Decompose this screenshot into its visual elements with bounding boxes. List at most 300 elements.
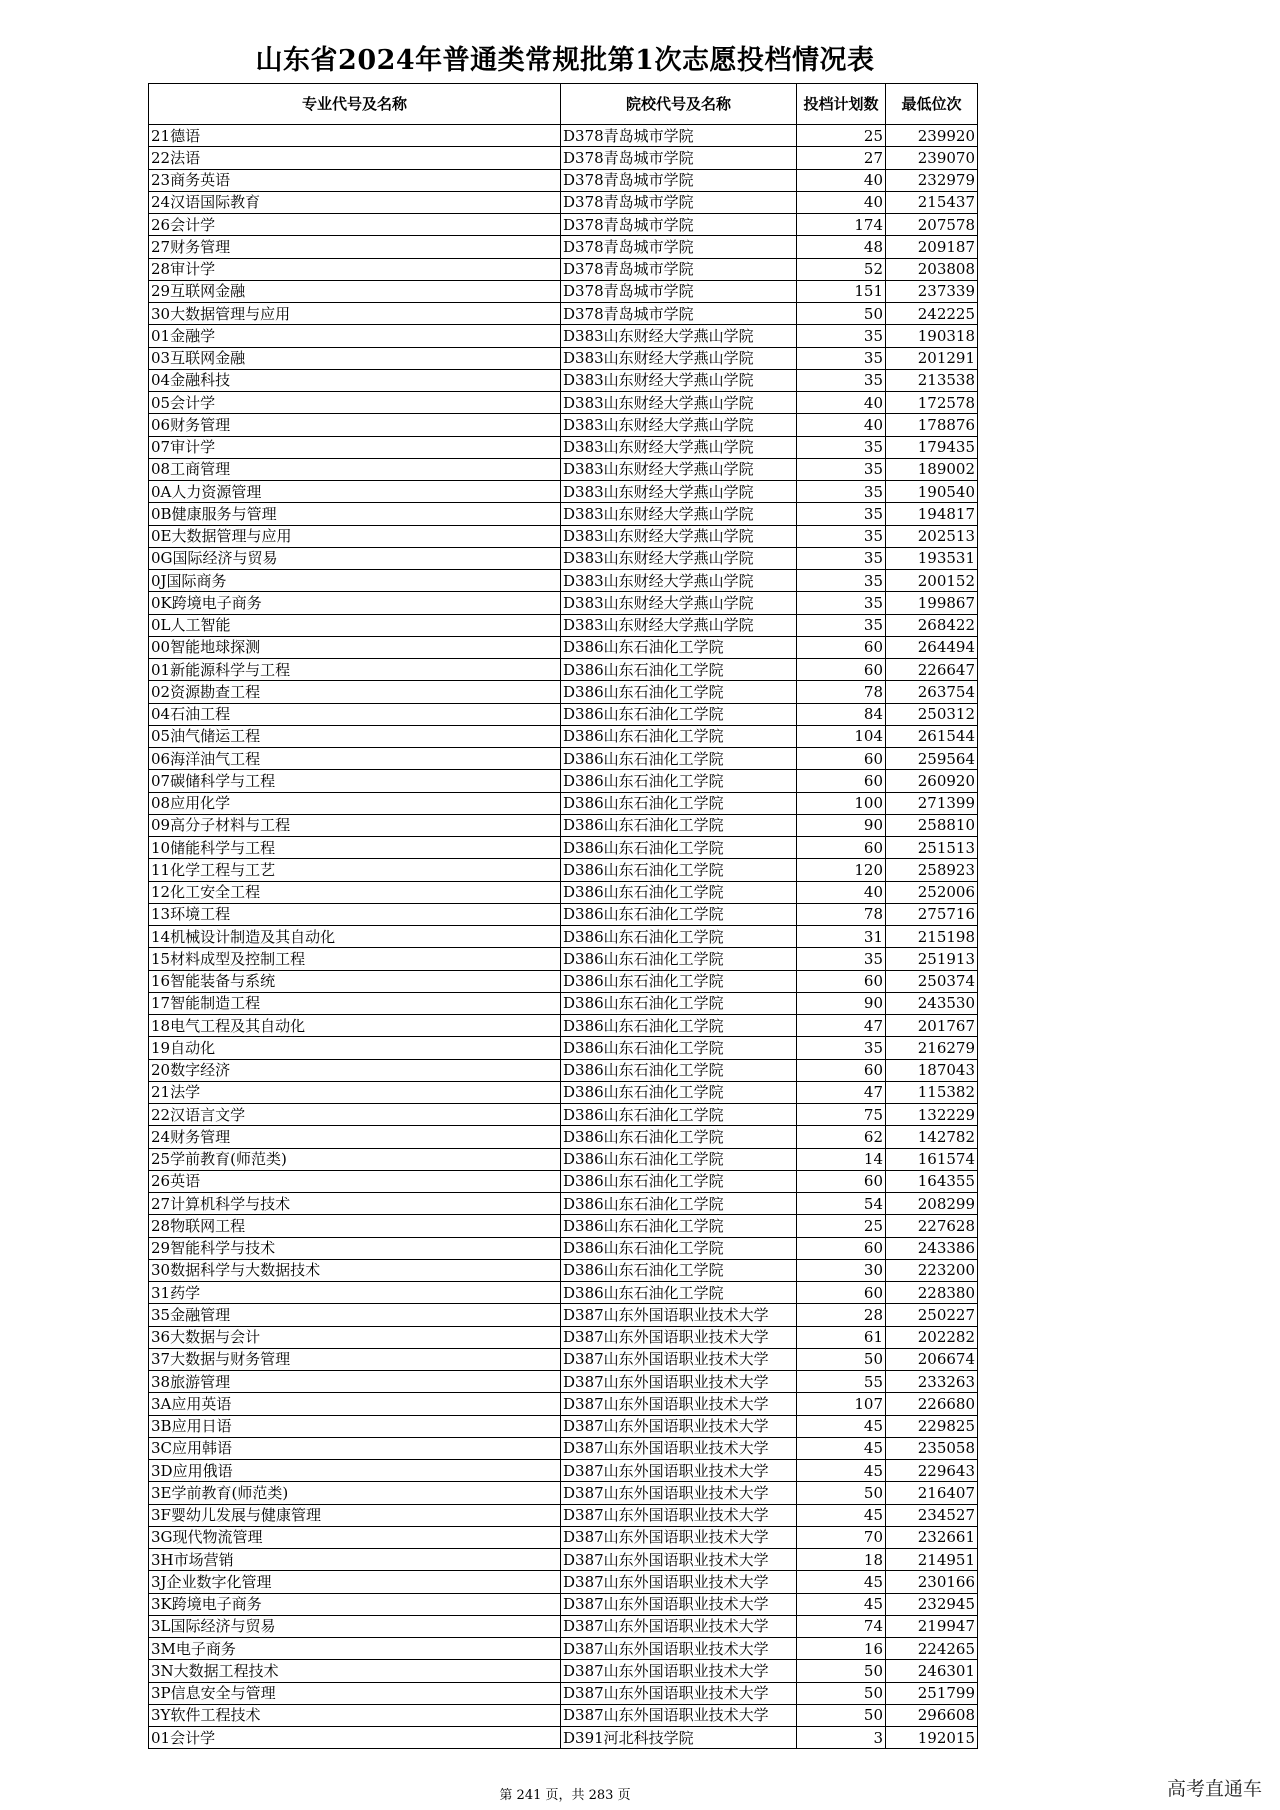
table-row <box>149 280 978 302</box>
cell-major: 10储能科学与工程 <box>149 837 561 859</box>
cell-rank: 239920 <box>886 125 978 147</box>
cell-major: 18电气工程及其自动化 <box>149 1015 561 1037</box>
cell-major: 0B健康服务与管理 <box>149 503 561 525</box>
cell-plan: 61 <box>797 1326 886 1348</box>
cell-plan: 18 <box>797 1549 886 1571</box>
cell-major: 21法学 <box>149 1081 561 1103</box>
cell-plan: 35 <box>797 369 886 391</box>
cell-plan: 52 <box>797 258 886 280</box>
cell-school: D387山东外国语职业技术大学 <box>561 1371 797 1393</box>
table-row <box>149 1593 978 1615</box>
cell-school: D386山东石油化工学院 <box>561 859 797 881</box>
cell-plan: 31 <box>797 926 886 948</box>
cell-plan: 90 <box>797 992 886 1014</box>
cell-plan: 78 <box>797 681 886 703</box>
table-row <box>149 570 978 592</box>
cell-rank: 216279 <box>886 1037 978 1059</box>
cell-major: 07碳储科学与工程 <box>149 770 561 792</box>
cell-rank: 194817 <box>886 503 978 525</box>
cell-major: 15材料成型及控制工程 <box>149 948 561 970</box>
cell-plan: 75 <box>797 1104 886 1126</box>
cell-rank: 271399 <box>886 792 978 814</box>
table-row <box>149 1460 978 1482</box>
cell-school: D386山东石油化工学院 <box>561 926 797 948</box>
cell-rank: 232945 <box>886 1593 978 1615</box>
cell-school: D387山东外国语职业技术大学 <box>561 1682 797 1704</box>
cell-major: 26会计学 <box>149 214 561 236</box>
cell-major: 04金融科技 <box>149 369 561 391</box>
cell-rank: 229643 <box>886 1460 978 1482</box>
cell-major: 0A人力资源管理 <box>149 481 561 503</box>
cell-plan: 40 <box>797 881 886 903</box>
cell-school: D383山东财经大学燕山学院 <box>561 503 797 525</box>
cell-major: 0J国际商务 <box>149 570 561 592</box>
cell-plan: 45 <box>797 1415 886 1437</box>
cell-school: D386山东石油化工学院 <box>561 1215 797 1237</box>
cell-school: D383山东财经大学燕山学院 <box>561 481 797 503</box>
cell-plan: 60 <box>797 659 886 681</box>
table-row <box>149 1148 978 1170</box>
cell-major: 23商务英语 <box>149 169 561 191</box>
cell-school: D387山东外国语职业技术大学 <box>561 1304 797 1326</box>
cell-school: D387山东外国语职业技术大学 <box>561 1593 797 1615</box>
cell-rank: 215198 <box>886 926 978 948</box>
cell-plan: 16 <box>797 1638 886 1660</box>
cell-rank: 260920 <box>886 770 978 792</box>
cell-school: D386山东石油化工学院 <box>561 770 797 792</box>
cell-school: D383山东财经大学燕山学院 <box>561 614 797 636</box>
cell-rank: 243530 <box>886 992 978 1014</box>
cell-rank: 199867 <box>886 592 978 614</box>
cell-plan: 47 <box>797 1081 886 1103</box>
cell-major: 3F婴幼儿发展与健康管理 <box>149 1504 561 1526</box>
table-row <box>149 347 978 369</box>
cell-rank: 164355 <box>886 1170 978 1192</box>
cell-rank: 261544 <box>886 725 978 747</box>
cell-school: D386山东石油化工学院 <box>561 1037 797 1059</box>
table-row <box>149 525 978 547</box>
cell-school: D383山东财经大学燕山学院 <box>561 369 797 391</box>
table-row <box>149 481 978 503</box>
cell-plan: 60 <box>797 1282 886 1304</box>
cell-plan: 35 <box>797 458 886 480</box>
cell-school: D387山东外国语职业技术大学 <box>561 1393 797 1415</box>
cell-major: 30数据科学与大数据技术 <box>149 1259 561 1281</box>
table-row <box>149 303 978 325</box>
cell-rank: 229825 <box>886 1415 978 1437</box>
cell-school: D378青岛城市学院 <box>561 125 797 147</box>
cell-major: 04石油工程 <box>149 703 561 725</box>
cell-school: D387山东外国语职业技术大学 <box>561 1704 797 1726</box>
cell-rank: 190540 <box>886 481 978 503</box>
table-row <box>149 1393 978 1415</box>
cell-major: 07审计学 <box>149 436 561 458</box>
cell-rank: 193531 <box>886 547 978 569</box>
cell-plan: 60 <box>797 970 886 992</box>
table-row <box>149 191 978 213</box>
cell-rank: 268422 <box>886 614 978 636</box>
table-row <box>149 1282 978 1304</box>
table-row <box>149 1682 978 1704</box>
cell-school: D386山东石油化工学院 <box>561 814 797 836</box>
table-row <box>149 903 978 925</box>
cell-rank: 239070 <box>886 147 978 169</box>
cell-major: 12化工安全工程 <box>149 881 561 903</box>
cell-school: D387山东外国语职业技术大学 <box>561 1437 797 1459</box>
table-row <box>149 881 978 903</box>
cell-plan: 60 <box>797 1170 886 1192</box>
cell-plan: 25 <box>797 125 886 147</box>
page-number: 第 241 页，共 283 页 <box>499 1788 631 1803</box>
cell-plan: 54 <box>797 1193 886 1215</box>
table-row <box>149 859 978 881</box>
cell-rank: 243386 <box>886 1237 978 1259</box>
cell-plan: 35 <box>797 570 886 592</box>
cell-major: 3B应用日语 <box>149 1415 561 1437</box>
cell-school: D378青岛城市学院 <box>561 236 797 258</box>
cell-rank: 200152 <box>886 570 978 592</box>
cell-major: 3H市场营销 <box>149 1549 561 1571</box>
cell-school: D383山东财经大学燕山学院 <box>561 547 797 569</box>
cell-major: 0K跨境电子商务 <box>149 592 561 614</box>
cell-rank: 190318 <box>886 325 978 347</box>
cell-rank: 234527 <box>886 1504 978 1526</box>
table-row <box>149 436 978 458</box>
table-row <box>149 814 978 836</box>
cell-major: 05会计学 <box>149 392 561 414</box>
cell-school: D386山东石油化工学院 <box>561 1237 797 1259</box>
cell-plan: 35 <box>797 347 886 369</box>
cell-plan: 74 <box>797 1615 886 1637</box>
cell-major: 05油气储运工程 <box>149 725 561 747</box>
cell-major: 3J企业数字化管理 <box>149 1571 561 1593</box>
table-row <box>149 926 978 948</box>
cell-major: 20数字经济 <box>149 1059 561 1081</box>
table-row <box>149 147 978 169</box>
cell-rank: 213538 <box>886 369 978 391</box>
table-row <box>149 1482 978 1504</box>
cell-plan: 90 <box>797 814 886 836</box>
cell-rank: 202513 <box>886 525 978 547</box>
cell-plan: 50 <box>797 1348 886 1370</box>
cell-school: D383山东财经大学燕山学院 <box>561 592 797 614</box>
cell-rank: 142782 <box>886 1126 978 1148</box>
cell-major: 00智能地球探测 <box>149 636 561 658</box>
cell-rank: 187043 <box>886 1059 978 1081</box>
table-row <box>149 1326 978 1348</box>
cell-plan: 35 <box>797 948 886 970</box>
cell-school: D387山东外国语职业技术大学 <box>561 1482 797 1504</box>
table-row <box>149 948 978 970</box>
cell-plan: 55 <box>797 1371 886 1393</box>
cell-rank: 202282 <box>886 1326 978 1348</box>
cell-school: D378青岛城市学院 <box>561 169 797 191</box>
table-row <box>149 636 978 658</box>
cell-school: D387山东外国语职业技术大学 <box>561 1549 797 1571</box>
table-row <box>149 1371 978 1393</box>
cell-rank: 132229 <box>886 1104 978 1126</box>
cell-rank: 226647 <box>886 659 978 681</box>
cell-plan: 3 <box>797 1727 886 1749</box>
table-row <box>149 325 978 347</box>
table-row <box>149 169 978 191</box>
cell-major: 3C应用韩语 <box>149 1437 561 1459</box>
cell-school: D383山东财经大学燕山学院 <box>561 414 797 436</box>
cell-rank: 192015 <box>886 1727 978 1749</box>
header-rank: 最低位次 <box>886 84 978 125</box>
table-row <box>149 1215 978 1237</box>
cell-rank: 219947 <box>886 1615 978 1637</box>
cell-major: 28物联网工程 <box>149 1215 561 1237</box>
cell-plan: 48 <box>797 236 886 258</box>
cell-rank: 251799 <box>886 1682 978 1704</box>
cell-major: 21德语 <box>149 125 561 147</box>
header-plan: 投档计划数 <box>797 84 886 125</box>
cell-rank: 178876 <box>886 414 978 436</box>
cell-plan: 50 <box>797 303 886 325</box>
cell-school: D378青岛城市学院 <box>561 147 797 169</box>
cell-major: 31药学 <box>149 1282 561 1304</box>
table-row <box>149 1193 978 1215</box>
cell-plan: 14 <box>797 1148 886 1170</box>
table-row <box>149 214 978 236</box>
cell-rank: 227628 <box>886 1215 978 1237</box>
table-row <box>149 725 978 747</box>
cell-plan: 35 <box>797 614 886 636</box>
table-row <box>149 970 978 992</box>
cell-major: 27财务管理 <box>149 236 561 258</box>
cell-rank: 201767 <box>886 1015 978 1037</box>
cell-school: D383山东财经大学燕山学院 <box>561 347 797 369</box>
watermark-logo: 高考直通车 <box>1166 1778 1262 1800</box>
cell-plan: 45 <box>797 1571 886 1593</box>
cell-plan: 100 <box>797 792 886 814</box>
cell-major: 03互联网金融 <box>149 347 561 369</box>
cell-rank: 258810 <box>886 814 978 836</box>
cell-plan: 35 <box>797 547 886 569</box>
cell-plan: 45 <box>797 1593 886 1615</box>
cell-school: D387山东外国语职业技术大学 <box>561 1526 797 1548</box>
cell-major: 22汉语言文学 <box>149 1104 561 1126</box>
cell-rank: 250312 <box>886 703 978 725</box>
table-row <box>149 1526 978 1548</box>
table-row <box>149 1037 978 1059</box>
cell-school: D387山东外国语职业技术大学 <box>561 1415 797 1437</box>
cell-major: 06财务管理 <box>149 414 561 436</box>
cell-rank: 201291 <box>886 347 978 369</box>
table-row <box>149 458 978 480</box>
cell-school: D386山东石油化工学院 <box>561 1081 797 1103</box>
cell-school: D378青岛城市学院 <box>561 191 797 213</box>
cell-rank: 206674 <box>886 1348 978 1370</box>
cell-rank: 246301 <box>886 1660 978 1682</box>
cell-rank: 230166 <box>886 1571 978 1593</box>
cell-rank: 214951 <box>886 1549 978 1571</box>
cell-rank: 228380 <box>886 1282 978 1304</box>
cell-plan: 120 <box>797 859 886 881</box>
cell-school: D386山东石油化工学院 <box>561 903 797 925</box>
cell-rank: 207578 <box>886 214 978 236</box>
cell-major: 35金融管理 <box>149 1304 561 1326</box>
cell-school: D386山东石油化工学院 <box>561 992 797 1014</box>
admission-table <box>148 83 978 1749</box>
table-row <box>149 703 978 725</box>
header-school: 院校代号及名称 <box>561 84 797 125</box>
table-row <box>149 1059 978 1081</box>
cell-plan: 45 <box>797 1504 886 1526</box>
cell-rank: 226680 <box>886 1393 978 1415</box>
cell-school: D387山东外国语职业技术大学 <box>561 1571 797 1593</box>
cell-major: 22法语 <box>149 147 561 169</box>
cell-rank: 237339 <box>886 280 978 302</box>
cell-rank: 250374 <box>886 970 978 992</box>
cell-school: D383山东财经大学燕山学院 <box>561 392 797 414</box>
cell-plan: 40 <box>797 414 886 436</box>
cell-plan: 45 <box>797 1437 886 1459</box>
table-row <box>149 1104 978 1126</box>
cell-major: 3G现代物流管理 <box>149 1526 561 1548</box>
cell-major: 3N大数据工程技术 <box>149 1660 561 1682</box>
cell-rank: 172578 <box>886 392 978 414</box>
cell-plan: 25 <box>797 1215 886 1237</box>
cell-plan: 35 <box>797 436 886 458</box>
cell-school: D386山东石油化工学院 <box>561 1193 797 1215</box>
cell-rank: 296608 <box>886 1704 978 1726</box>
cell-rank: 263754 <box>886 681 978 703</box>
cell-major: 3P信息安全与管理 <box>149 1682 561 1704</box>
table-header-row <box>149 84 978 125</box>
table-row <box>149 748 978 770</box>
cell-major: 37大数据与财务管理 <box>149 1348 561 1370</box>
cell-plan: 35 <box>797 1037 886 1059</box>
cell-plan: 35 <box>797 503 886 525</box>
cell-school: D386山东石油化工学院 <box>561 1259 797 1281</box>
cell-school: D391河北科技学院 <box>561 1727 797 1749</box>
table-row <box>149 1304 978 1326</box>
cell-rank: 208299 <box>886 1193 978 1215</box>
cell-plan: 40 <box>797 169 886 191</box>
cell-plan: 35 <box>797 325 886 347</box>
cell-plan: 35 <box>797 592 886 614</box>
cell-major: 38旅游管理 <box>149 1371 561 1393</box>
cell-rank: 215437 <box>886 191 978 213</box>
cell-plan: 104 <box>797 725 886 747</box>
cell-school: D386山东石油化工学院 <box>561 1148 797 1170</box>
cell-rank: 252006 <box>886 881 978 903</box>
cell-major: 3M电子商务 <box>149 1638 561 1660</box>
cell-major: 06海洋油气工程 <box>149 748 561 770</box>
cell-rank: 209187 <box>886 236 978 258</box>
cell-school: D387山东外国语职业技术大学 <box>561 1348 797 1370</box>
cell-plan: 60 <box>797 837 886 859</box>
cell-major: 02资源勘查工程 <box>149 681 561 703</box>
cell-school: D387山东外国语职业技术大学 <box>561 1638 797 1660</box>
cell-major: 36大数据与会计 <box>149 1326 561 1348</box>
cell-rank: 115382 <box>886 1081 978 1103</box>
cell-school: D386山东石油化工学院 <box>561 1126 797 1148</box>
cell-rank: 232661 <box>886 1526 978 1548</box>
cell-rank: 161574 <box>886 1148 978 1170</box>
cell-major: 25学前教育(师范类) <box>149 1148 561 1170</box>
cell-plan: 50 <box>797 1482 886 1504</box>
cell-plan: 107 <box>797 1393 886 1415</box>
cell-school: D383山东财经大学燕山学院 <box>561 325 797 347</box>
cell-major: 26英语 <box>149 1170 561 1192</box>
cell-plan: 47 <box>797 1015 886 1037</box>
cell-school: D378青岛城市学院 <box>561 303 797 325</box>
cell-plan: 45 <box>797 1460 886 1482</box>
cell-major: 11化学工程与工艺 <box>149 859 561 881</box>
table-row <box>149 1615 978 1637</box>
cell-rank: 275716 <box>886 903 978 925</box>
cell-plan: 78 <box>797 903 886 925</box>
cell-school: D383山东财经大学燕山学院 <box>561 436 797 458</box>
cell-major: 29智能科学与技术 <box>149 1237 561 1259</box>
table-row <box>149 992 978 1014</box>
table-row <box>149 1415 978 1437</box>
cell-major: 14机械设计制造及其自动化 <box>149 926 561 948</box>
cell-rank: 189002 <box>886 458 978 480</box>
cell-major: 3A应用英语 <box>149 1393 561 1415</box>
cell-school: D386山东石油化工学院 <box>561 792 797 814</box>
table-row <box>149 1727 978 1749</box>
cell-plan: 40 <box>797 191 886 213</box>
cell-rank: 251913 <box>886 948 978 970</box>
cell-school: D378青岛城市学院 <box>561 280 797 302</box>
table-row <box>149 414 978 436</box>
cell-major: 09高分子材料与工程 <box>149 814 561 836</box>
table-row <box>149 1081 978 1103</box>
cell-major: 0E大数据管理与应用 <box>149 525 561 547</box>
cell-school: D386山东石油化工学院 <box>561 703 797 725</box>
cell-major: 28审计学 <box>149 258 561 280</box>
cell-major: 16智能装备与系统 <box>149 970 561 992</box>
cell-school: D386山东石油化工学院 <box>561 1170 797 1192</box>
cell-major: 13环境工程 <box>149 903 561 925</box>
cell-plan: 28 <box>797 1304 886 1326</box>
cell-rank: 250227 <box>886 1304 978 1326</box>
cell-plan: 60 <box>797 636 886 658</box>
cell-plan: 50 <box>797 1704 886 1726</box>
cell-school: D378青岛城市学院 <box>561 258 797 280</box>
cell-school: D386山东石油化工学院 <box>561 970 797 992</box>
cell-rank: 233263 <box>886 1371 978 1393</box>
table-row <box>149 592 978 614</box>
table-row <box>149 1126 978 1148</box>
cell-major: 3Y软件工程技术 <box>149 1704 561 1726</box>
cell-school: D386山东石油化工学院 <box>561 659 797 681</box>
cell-rank: 259564 <box>886 748 978 770</box>
cell-school: D386山东石油化工学院 <box>561 681 797 703</box>
cell-school: D386山东石油化工学院 <box>561 948 797 970</box>
cell-major: 17智能制造工程 <box>149 992 561 1014</box>
cell-school: D383山东财经大学燕山学院 <box>561 525 797 547</box>
cell-plan: 27 <box>797 147 886 169</box>
cell-plan: 84 <box>797 703 886 725</box>
cell-plan: 35 <box>797 525 886 547</box>
cell-rank: 203808 <box>886 258 978 280</box>
cell-plan: 174 <box>797 214 886 236</box>
cell-plan: 62 <box>797 1126 886 1148</box>
table-row <box>149 258 978 280</box>
cell-school: D383山东财经大学燕山学院 <box>561 570 797 592</box>
table-row <box>149 1259 978 1281</box>
cell-major: 01新能源科学与工程 <box>149 659 561 681</box>
cell-plan: 60 <box>797 1237 886 1259</box>
cell-school: D386山东石油化工学院 <box>561 1104 797 1126</box>
cell-school: D378青岛城市学院 <box>561 214 797 236</box>
cell-plan: 35 <box>797 481 886 503</box>
